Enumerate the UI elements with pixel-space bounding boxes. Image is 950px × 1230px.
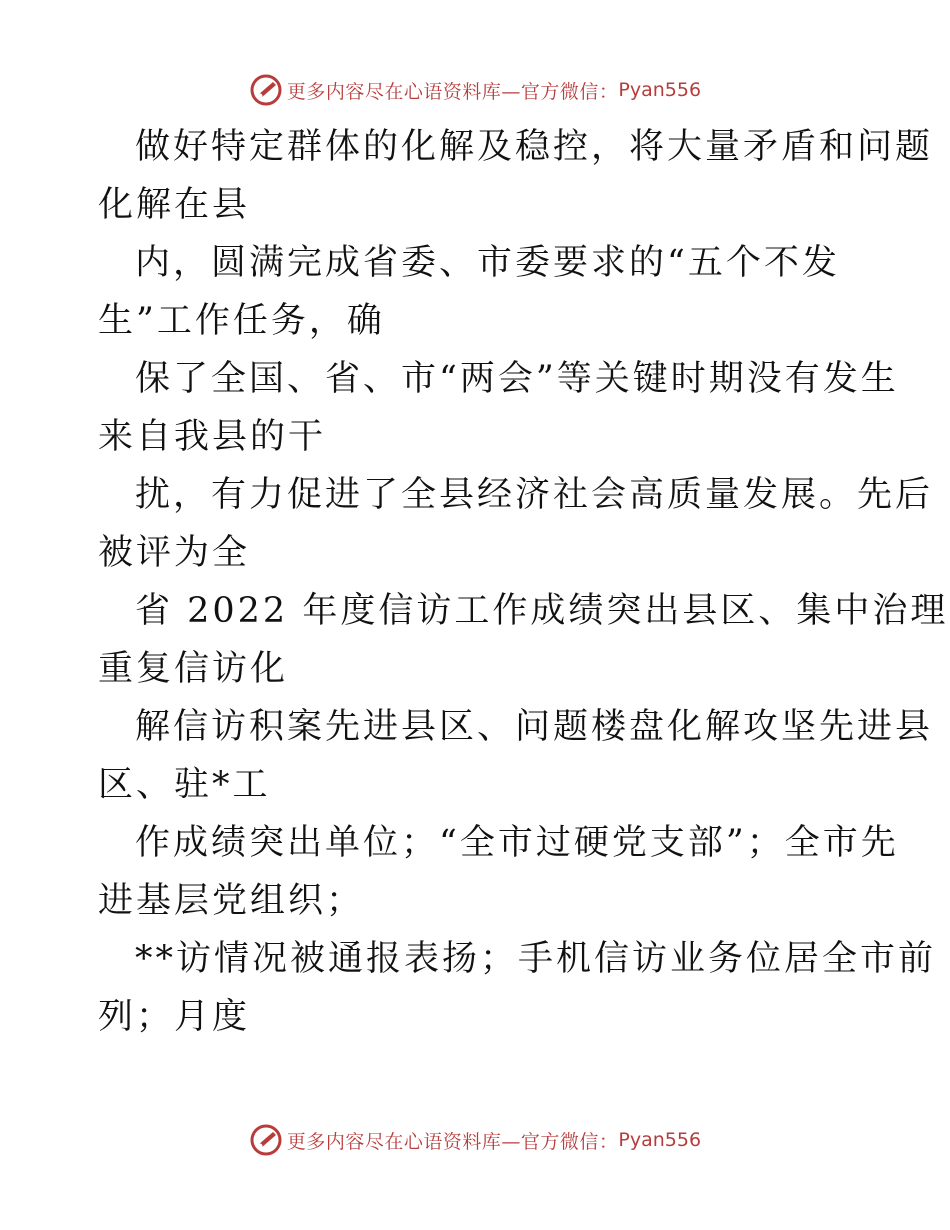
text-line: 进基层党组织； [98,881,365,921]
text-line: 来自我县的干 [98,417,327,457]
text-line: 解信访积案先进县区、问题楼盘化解攻坚先进县 [135,707,934,747]
banner-contact: Pyan556 [618,1129,702,1151]
text-line: 生”工作任务，确 [98,301,385,341]
banner-contact: Pyan556 [618,79,702,101]
text-line: 做好特定群体的化解及稳控，将大量矛盾和问题 [135,127,934,167]
text-line: 重复信访化 [98,649,289,689]
text-line: 扰，有力促进了全县经济社会高质量发展。先后 [135,475,934,515]
brand-logo-icon [249,73,283,107]
brand-logo-icon [249,1123,283,1157]
footer-banner [0,1120,950,1160]
text-line: 化解在县 [98,185,251,225]
banner-text: 更多内容尽在心语资料库—官方微信： [286,80,619,103]
text-line: 保了全国、省、市“两会”等关键时期没有发生 [135,359,899,399]
banner-text: 更多内容尽在心语资料库—官方微信： [286,1130,619,1153]
text-line: 列；月度 [98,997,251,1037]
text-line: 被评为全 [98,533,251,573]
text-line: 区、驻*工 [98,765,271,805]
text-line: **访情况被通报表扬；手机信访业务位居全市前 [135,939,937,979]
text-line: 内，圆满完成省委、市委要求的“五个不发 [135,243,840,283]
header-banner [0,70,950,110]
text-line: 作成绩突出单位；“全市过硬党支部”；全市先 [135,823,899,863]
text-line: 省 2022 年度信访工作成绩突出县区、集中治理 [135,591,949,631]
